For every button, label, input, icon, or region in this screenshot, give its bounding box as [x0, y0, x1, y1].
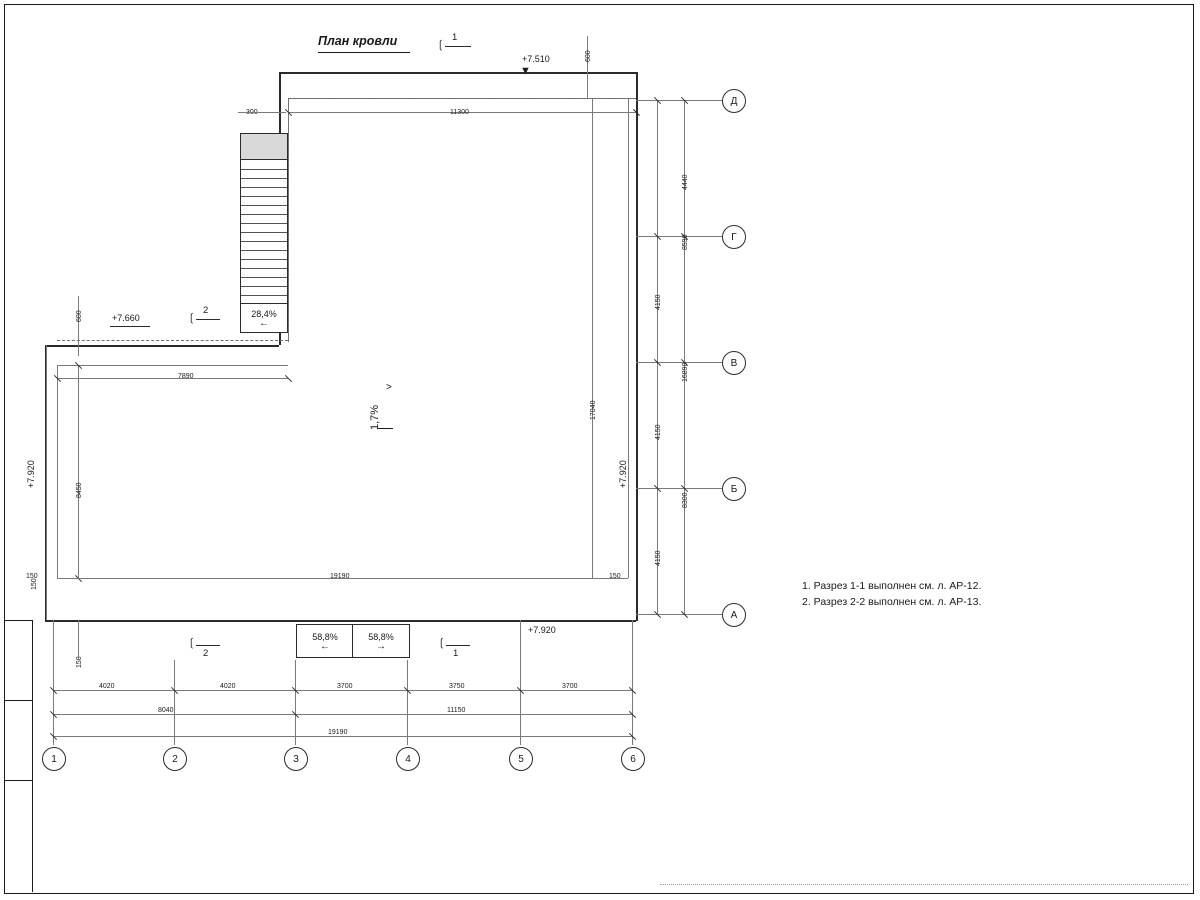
- dim-300-line: [238, 112, 286, 113]
- axis-bubble-b[interactable]: Б: [722, 477, 746, 501]
- axis-ext-3: [295, 660, 296, 745]
- axis-ext-4: [407, 660, 408, 745]
- dim-11150: 11150: [447, 707, 466, 714]
- canopy-left-slope: 58,8%: [312, 631, 338, 642]
- dim-8040: 8040: [158, 707, 174, 714]
- dim-3700-a: 3700: [337, 683, 353, 690]
- axis-bubble-g[interactable]: Г: [722, 225, 746, 249]
- section-mark-1-top-arrow: ❲: [436, 39, 446, 51]
- canopy-right-box: [352, 624, 410, 658]
- axis-ext-b: [636, 488, 722, 489]
- roof-outline-top: [279, 72, 636, 74]
- axis-ext-g: [636, 236, 722, 237]
- axis-bubble-v[interactable]: В: [722, 351, 746, 375]
- plan-title: План кровли: [318, 34, 398, 48]
- roof-edge-dashed-vertical: [288, 98, 289, 342]
- axis-bubble-3[interactable]: 3: [284, 747, 308, 771]
- notes-block: [802, 578, 981, 610]
- dim-4150-a: 4150: [655, 294, 662, 310]
- dim-left-150-top: 150: [31, 578, 38, 590]
- axis-bubble-d[interactable]: Д: [722, 89, 746, 113]
- dim-left-total-line: [46, 345, 47, 620]
- dim-4150-c: 4150: [655, 550, 662, 566]
- dim-bottom-150-left: 150: [26, 573, 38, 580]
- elevation-left-parapet: +7.660: [112, 313, 140, 323]
- dim-bottom-150-right: 150: [609, 573, 621, 580]
- elevation-right-wall: +7.920: [618, 460, 628, 488]
- roof-edge-dashed-notch: [57, 340, 288, 341]
- section-mark-1-bottom-id: 1: [453, 648, 459, 659]
- dim-8300: 8300: [682, 492, 689, 508]
- sheet-bottom-rule: [660, 884, 1188, 885]
- dim-4020-a: 4020: [99, 683, 115, 690]
- dim-left-600-line: [78, 296, 79, 356]
- dim-8450-line: [78, 365, 79, 578]
- axis-ext-6: [632, 620, 633, 745]
- dim-17040-line: [592, 98, 593, 578]
- main-slope-label: 1,7%: [369, 404, 381, 430]
- dim-7890-line: [57, 378, 288, 379]
- axis-ext-v: [636, 362, 722, 363]
- axis-ext-1: [53, 620, 54, 745]
- section-mark-2-bottom-arrow: ❲: [187, 637, 197, 649]
- stair-flight: [240, 159, 288, 321]
- dim-8450-label: 8450: [76, 482, 83, 498]
- axis-ext-d: [636, 100, 722, 101]
- dim-bottom-chain-2-line: [53, 714, 632, 715]
- axis-bubble-5[interactable]: 5: [509, 747, 533, 771]
- dim-7890-label: 7890: [178, 373, 194, 380]
- stair-slope-value: 28,4%: [251, 308, 277, 319]
- section-mark-1-top-id: 1: [452, 32, 458, 43]
- elevation-left-parapet-rule: [110, 326, 150, 327]
- canopy-left-box: [296, 624, 354, 658]
- axis-ext-a: [636, 614, 722, 615]
- dim-left-150-bottom-line: [78, 620, 79, 660]
- dim-4020-b: 4020: [220, 683, 236, 690]
- plan-title-underline: [318, 52, 410, 53]
- dim-300-label: 300: [246, 109, 258, 116]
- dim-left-600-label: 600: [76, 310, 83, 322]
- axis-ext-2: [174, 660, 175, 745]
- elevation-top-marker: ▼: [520, 65, 531, 77]
- note-1: 1. Разрез 1-1 выполнен см. л. АР-12.: [802, 580, 982, 592]
- canopy-left-arrow: ←: [320, 640, 330, 652]
- dim-4150-b: 4150: [655, 424, 662, 440]
- section-mark-2-bottom-line: [196, 645, 220, 646]
- parapet-inner-right: [628, 98, 629, 578]
- dim-top-600-label: 600: [585, 50, 592, 62]
- title-block-divider: [4, 780, 32, 781]
- axis-bubble-6[interactable]: 6: [621, 747, 645, 771]
- section-mark-2-left-line: [196, 319, 220, 320]
- elevation-left-wall: +7.920: [26, 460, 36, 488]
- axis-ext-5: [520, 620, 521, 745]
- roof-edge-dashed-top: [288, 98, 636, 99]
- stair-slope-arrow: ←: [259, 317, 269, 329]
- elevation-bottom-wall: +7.920: [528, 625, 556, 635]
- section-mark-2-bottom-id: 2: [203, 648, 209, 659]
- main-slope-underline: [377, 428, 393, 429]
- axis-bubble-4[interactable]: 4: [396, 747, 420, 771]
- section-mark-2-left-arrow: ❲: [187, 312, 197, 324]
- section-mark-2-left-id: 2: [203, 305, 209, 316]
- title-block-divider: [4, 620, 32, 621]
- dim-chain-right-1: [657, 100, 658, 614]
- note-2: 2. Разрез 2-2 выполнен см. л. АР-13.: [802, 596, 982, 608]
- main-slope-arrow: >: [386, 382, 392, 393]
- stair-slope-box: [240, 303, 288, 333]
- roof-outline-notch-top: [45, 345, 279, 347]
- elevation-top: +7.510: [522, 54, 550, 64]
- section-mark-1-top-line: [445, 46, 471, 47]
- title-block-divider: [4, 700, 32, 701]
- section-mark-1-bottom-line: [446, 645, 470, 646]
- dim-4440: 4440: [682, 174, 689, 190]
- axis-bubble-1[interactable]: 1: [42, 747, 66, 771]
- title-block-column: [4, 620, 33, 892]
- dim-11300-label: 11300: [450, 109, 469, 116]
- dim-19190-inner: 19190: [330, 573, 350, 580]
- axis-bubble-a[interactable]: А: [722, 603, 746, 627]
- canopy-top-edge: [296, 620, 408, 622]
- stair-head-block: [240, 133, 288, 161]
- section-mark-1-bottom-arrow: ❲: [437, 637, 447, 649]
- dim-16890: 16890: [682, 362, 689, 382]
- dim-17040-label: 17040: [590, 400, 597, 420]
- canopy-right-arrow: →: [376, 640, 386, 652]
- canopy-right-slope: 58,8%: [368, 631, 394, 642]
- dim-left-150-bottom: 150: [76, 656, 83, 668]
- roof-outline-right: [636, 72, 638, 621]
- dim-19190-total: 19190: [328, 729, 348, 736]
- dim-3750: 3750: [449, 683, 465, 690]
- parapet-inner-left: [57, 365, 58, 578]
- parapet-inner-notch: [57, 365, 288, 366]
- axis-bubble-2[interactable]: 2: [163, 747, 187, 771]
- dim-top-600-line: [587, 36, 588, 98]
- dim-3700-b: 3700: [562, 683, 578, 690]
- dim-8590: 8590: [682, 234, 689, 250]
